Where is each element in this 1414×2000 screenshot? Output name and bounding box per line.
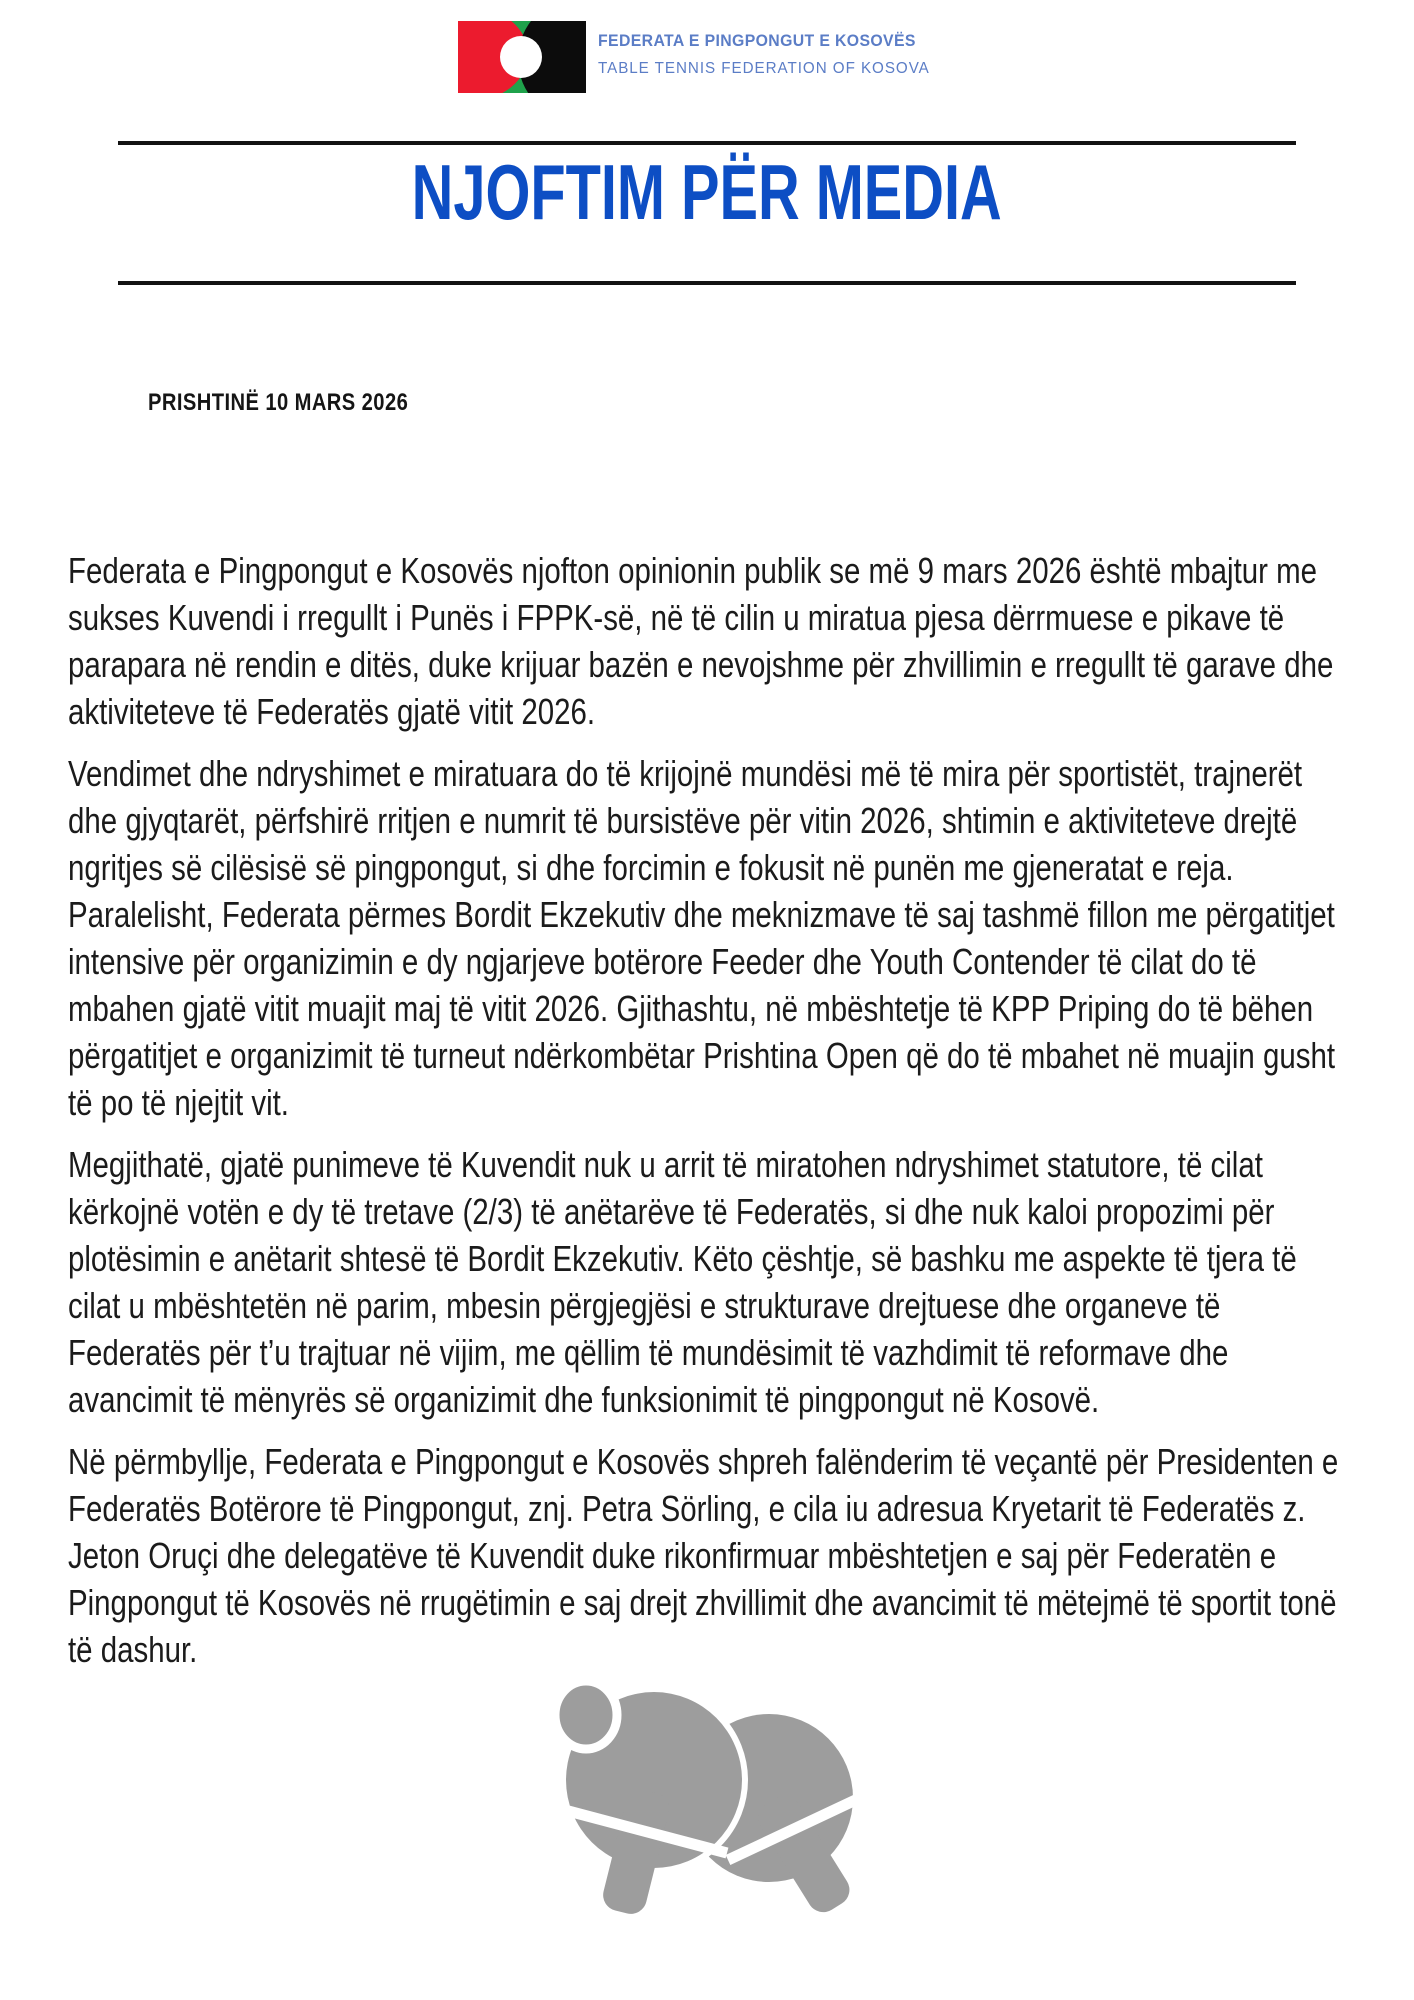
- paragraph-4: Në përmbyllje, Federata e Pingpongut e Kosovës shpreh falënderim të veçantë për Presidenten e Federatës Botërore të Pingpongut, znj. Petra Sörling, e cila iu adresua Kryetarit të Federatës z. Jeton Oruçi dhe delegatëve të Kuvendit duke rikonfirmuar mbështetjen e saj për Federatën e Pingpongut të Kosovës në rrugëtimin e saj drejt zhvillimit dhe avancimit të mëtejmë të sportit tonë të dashur.: [68, 1441, 1339, 1670]
- org-name-block: [598, 31, 947, 78]
- page-title: NJOFTIM PËR MEDIA: [411, 148, 1003, 236]
- paragraph-2: Vendimet dhe ndryshimet e miratuara do të krijojnë mundësi më të mira për sportistët, trajnerët dhe gjyqtarët, përfshirë rritjen e numrit të bursistëve për vitin 2026, shtimin e aktiviteteve drejtë ngritjes së cilësisë së pingpongut, si dhe forcimin e fokusit në punën me gjeneratat e reja. Paralelisht, Federata përmes Bordit Ekzekutiv dhe meknizmave të saj tashmë fillon me përgatitjet intensive për organizimin e dy ngjarjeve botërore Feeder dhe Youth Contender të cilat do të mbahen gjatë vitit muajit maj të vitit 2026. Gjithashtu, në mbështetje të KPP Priping do të bëhen përgatitjet e organizimit të turneut ndërkombëtar Prishtina Open që do të mbahet në muajin gusht të po të njejtit vit.: [68, 753, 1336, 1123]
- divider-top: [118, 141, 1296, 145]
- federation-logo-icon: [458, 21, 586, 93]
- org-name-english: TABLE TENNIS FEDERATION OF KOSOVA: [598, 60, 930, 77]
- table-tennis-paddles-icon: [545, 1652, 937, 1996]
- press-release-body: [68, 547, 1349, 1688]
- paragraph-1: Federata e Pingpongut e Kosovës njofton opinionin publik se më 9 mars 2026 është mbajtur me sukses Kuvendi i rregullt i Punës i FPPK-së, në të cilin u miratua pjesa dërrmuese e pikave të parapara në rendin e ditës, duke krijuar bazën e nevojshme për zhvillimin e rregullt të garave dhe aktiviteteve të Federatës gjatë vitit 2026.: [68, 550, 1334, 732]
- ball-icon: [555, 1681, 617, 1749]
- org-name-albanian: FEDERATA E PINGPONGUT E KOSOVËS: [598, 31, 916, 50]
- paragraph-3: Megjithatë, gjatë punimeve të Kuvendit nuk u arrit të miratohen ndryshimet statutore, të cilat kërkojnë votën e dy të tretave (2/3) të anëtarëve të Federatës, si dhe nuk kaloi propozimi për plotësimin e anëtarit shtesë të Bordit Ekzekutiv. Këto çështje, së bashku me aspekte të tjera të cilat u mbështetën në parim, mbesin përgjegjësi e strukturave drejtuese dhe organeve të Federatës për t’u trajtuar në vijim, me qëllim të mundësimit të vazhdimit të reformave dhe avancimit të mënyrës së organizimit dhe funksionimit të pingpongut në Kosovë.: [68, 1144, 1297, 1420]
- dateline: PRISHTINË 10 MARS 2026: [148, 389, 409, 416]
- divider-bottom: [118, 281, 1296, 285]
